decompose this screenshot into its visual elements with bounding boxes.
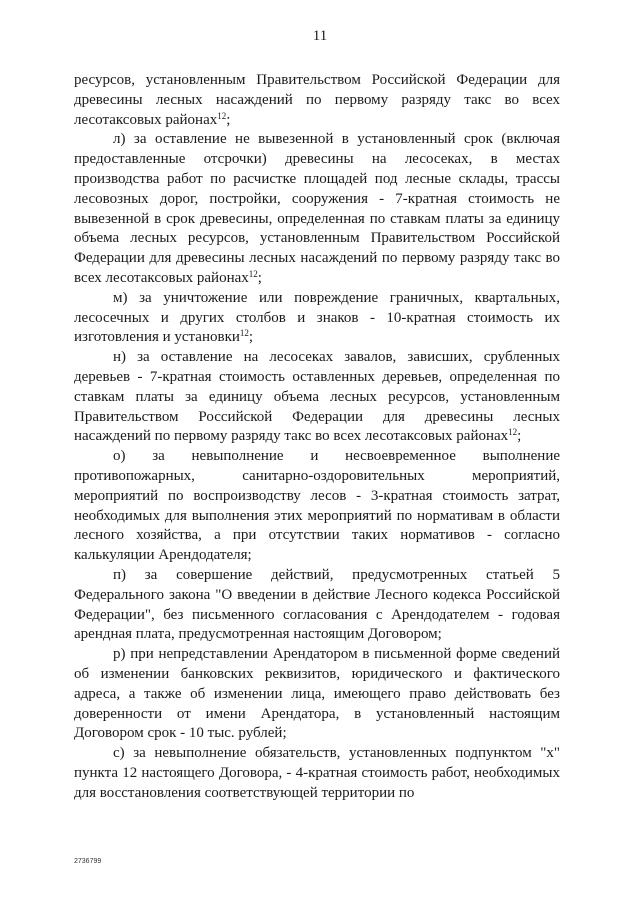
paragraph-text: р) при непредставлении Арендатором в письменной форме сведений об изменении банковских реквизитов, юридического и фактического адреса, а также об изменении лица, имеющего право действовать без доверенности от имени Арендатора, в установленный настоящим Договором срок - 10 тыс. рублей; bbox=[74, 646, 560, 742]
paragraph-item-n bbox=[74, 348, 560, 447]
paragraph-text: п) за совершение действий, предусмотренных статьей 5 Федерального закона "О введении в действие Лесного кодекса Российской Федерации", без письменного согласования с Арендодателем - годовая арендная плата, предусмотренная настоящим Договором; bbox=[74, 566, 560, 643]
page-number: 11 bbox=[312, 28, 328, 44]
paragraph-text: ресурсов, установленным Правительством Российской Федерации для древесины лесных насаждений по первому разряду такс во всех лесотаксовых районах bbox=[74, 72, 560, 128]
footnote-reference: 12 bbox=[508, 427, 518, 438]
footnote-reference: 12 bbox=[217, 110, 227, 121]
footnote-reference: 12 bbox=[239, 328, 249, 339]
paragraph-item-p bbox=[74, 566, 560, 645]
paragraph-item-r bbox=[74, 645, 560, 744]
paragraph-continuation bbox=[74, 71, 560, 130]
paragraph-tail: ; bbox=[257, 269, 262, 286]
paragraph-item-l bbox=[74, 130, 560, 288]
paragraph-item-s bbox=[74, 744, 560, 803]
paragraph-text: м) за уничтожение или повреждение граничных, квартальных, лесосечных и других столбов и знаков - 10-кратная стоимость их изготовления и установки bbox=[74, 289, 560, 346]
paragraph-item-m bbox=[74, 289, 560, 348]
paragraph-text: о) за невыполнение и несвоевременное выполнение противопожарных, санитарно-оздоровительных мероприятий, мероприятий по воспроизводству лесов - 3-кратная стоимость затрат, необходимых для выполнения этих мероприятий по нормативам в области лесного хозяйства, а при отсутствии таких нормативов - согласно калькуляции Арендодателя; bbox=[74, 448, 560, 564]
paragraph-tail: ; bbox=[248, 329, 254, 346]
paragraph-tail: ; bbox=[517, 428, 522, 445]
paragraph-item-o bbox=[74, 447, 560, 566]
document-code: 2736799 bbox=[74, 858, 102, 865]
paragraph-text: л) за оставление не вывезенной в установленный срок (включая предоставленные отсрочки) древесины на лесосеках, в местах производства работ по расчистке площадей под лесные склады, трассы лесовозных дорог, постройки, сооружения - 7-кратная стоимость не вывезенной в срок древесины, определенная по ставкам платы за единицу объема лесных ресурсов, установленным Правительством Российской Федерации для древесины лесных насаждений по первому разряду такс во всех лесотаксовых районах bbox=[74, 131, 560, 286]
document-body bbox=[74, 71, 560, 803]
paragraph-text: с) за невыполнение обязательств, установленных подпунктом "х" пункта 12 настоящего Договора, - 4-кратная стоимость работ, необходимых для восстановления соответствующей территории по bbox=[74, 745, 560, 801]
paragraph-tail: ; bbox=[226, 111, 231, 128]
footnote-reference: 12 bbox=[248, 268, 258, 279]
paragraph-text: н) за оставление на лесосеках завалов, зависших, срубленных деревьев - 7-кратная стоимость оставленных деревьев, определенная по ставкам платы за единицу объема лесных ресурсов, установленным Правительством Российской Федерации для древесины лесных насаждений по первому разряду такс во всех лесотаксовых районах bbox=[74, 349, 560, 445]
